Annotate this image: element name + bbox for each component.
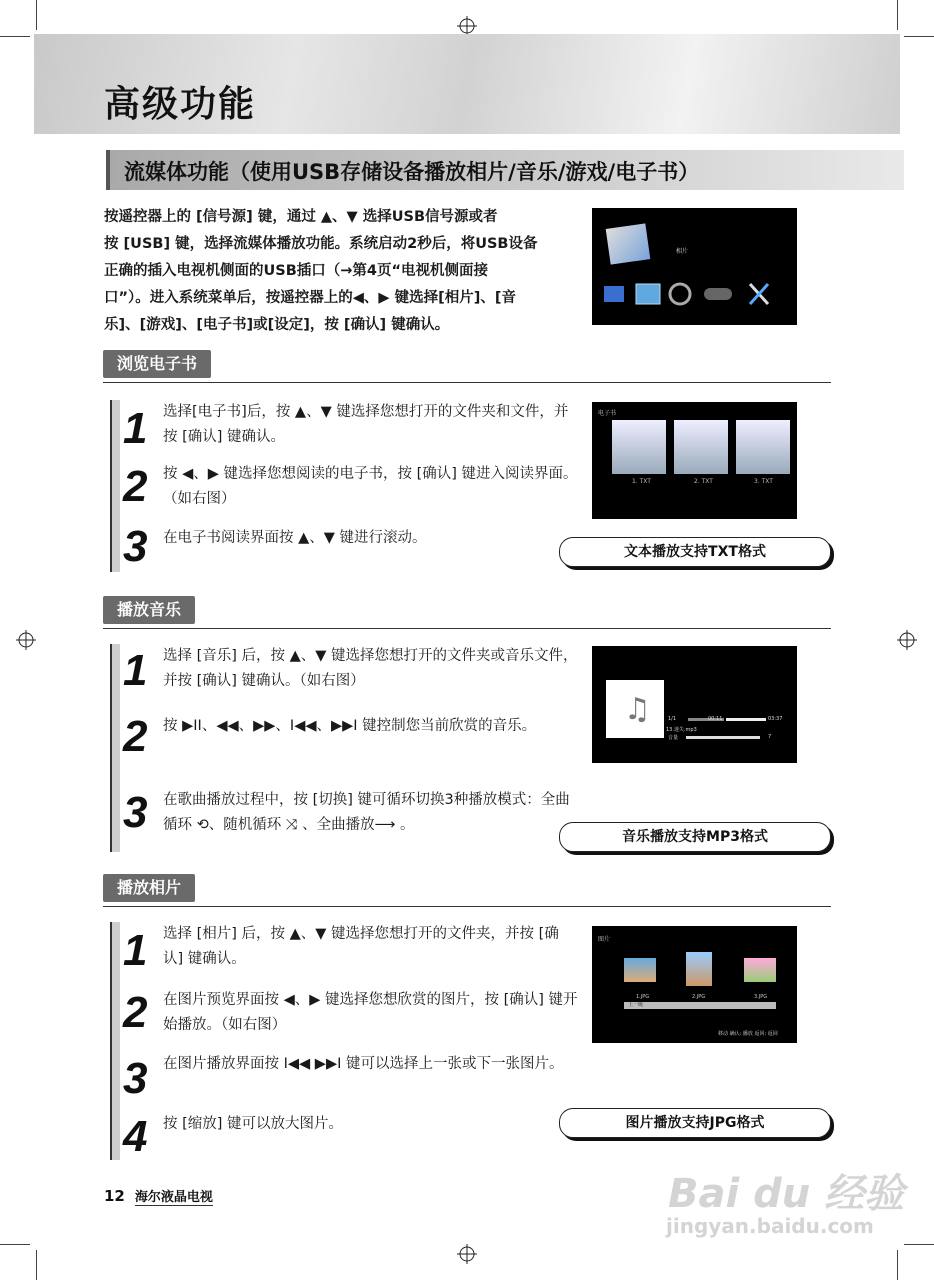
step-text: 在电子书阅读界面按 ▲、▼ 键进行滚动。	[163, 530, 427, 546]
step-text: 选择 [相片] 后，按 ▲、▼ 键选择您想打开的文件夹，并按 [确认] 键确认。	[163, 926, 559, 967]
intro-line: 正确的插入电视机侧面的USB插口（→第4页“电视机侧面接	[104, 263, 489, 279]
step-number: 3	[123, 1054, 148, 1103]
step-number: 1	[123, 926, 148, 975]
volume-label: 音量	[668, 735, 679, 741]
photo-screenshot	[592, 926, 797, 1043]
book-thumb	[612, 420, 666, 474]
photo-stack-icon	[606, 223, 651, 264]
file-name: 13.迷失.mp3	[666, 727, 697, 733]
step-text: 在图片预览界面按 ◀、▶ 键选择您想欣赏的图片，按 [确认] 键开始播放。（如右图）	[163, 992, 578, 1033]
step-number: 3	[123, 788, 148, 837]
intro-paragraph	[104, 204, 574, 339]
crop-mark	[36, 1250, 37, 1280]
watermark-url: jingyan.baidu.com	[666, 1214, 874, 1238]
step-number: 2	[123, 462, 148, 511]
page-title: 高级功能	[104, 84, 257, 125]
file-label: 3. TXT	[754, 478, 773, 485]
divider	[103, 382, 831, 383]
photo-thumb	[744, 958, 776, 982]
crop-mark	[897, 0, 898, 30]
section-tag-ebook: 浏览电子书	[103, 350, 211, 378]
crop-mark	[897, 1250, 898, 1280]
registration-mark-icon	[457, 16, 477, 36]
section-heading	[106, 150, 904, 190]
step-number: 1	[123, 646, 148, 695]
intro-line: 口”）。进入系统菜单后，按遥控器上的◀、▶ 键选择[相片]、[音	[104, 290, 517, 306]
step-number: 3	[123, 522, 148, 571]
step-bar	[110, 400, 120, 572]
music-note-icon: ♫	[606, 680, 664, 738]
file-label: 2.JPG	[692, 994, 706, 1000]
time-now: 00:11	[708, 716, 723, 722]
step-number: 2	[123, 712, 148, 761]
intro-line: 乐]、[游戏]、[电子书]或[设定]，按 [确认] 键确认。	[104, 317, 450, 333]
step-bar	[110, 922, 120, 1160]
file-label: 3.JPG	[754, 994, 768, 1000]
progress-track	[726, 718, 766, 721]
music-screenshot	[592, 646, 797, 763]
crop-mark	[36, 0, 37, 30]
crop-mark	[0, 1244, 30, 1245]
volume-value: 7	[768, 734, 772, 740]
format-note-jpg: 图片播放支持JPG格式	[559, 1108, 831, 1138]
publication-name: 海尔液晶电视	[134, 1190, 213, 1205]
step-text: 在图片播放界面按 I◀◀ ▶▶I 键可以选择上一张或下一张图片。	[163, 1056, 564, 1072]
screen-title: 电子书	[598, 410, 617, 417]
divider	[103, 906, 831, 907]
file-label: 1. TXT	[632, 478, 651, 485]
section-tag-photo: 播放相片	[103, 874, 195, 902]
step-bar	[110, 644, 120, 852]
footer	[104, 1186, 213, 1205]
photo-thumb	[686, 952, 712, 986]
section-title: 流媒体功能（使用USB存储设备播放相片/音乐/游戏/电子书）	[124, 160, 700, 184]
menu-screenshot	[592, 208, 797, 325]
book-thumb	[736, 420, 790, 474]
crop-mark	[904, 1244, 934, 1245]
step-text: 在歌曲播放过程中，按 [切换] 键可循环切换3种播放模式：全曲循环 ⟲、随机循环 ⤨ 、全曲播放⟶ 。	[163, 792, 570, 833]
crop-mark	[0, 36, 30, 37]
ebook-screenshot	[592, 402, 797, 519]
menu-label: 相片	[676, 248, 689, 255]
step-number: 1	[123, 404, 148, 453]
folder-bar: 上一级	[624, 1002, 776, 1009]
screen-title: 图片	[598, 936, 611, 943]
format-note-mp3: 音乐播放支持MP3格式	[559, 822, 831, 852]
page-number: 12	[104, 1187, 125, 1205]
step-text: 按 ◀、▶ 键选择您想阅读的电子书，按 [确认] 键进入阅读界面。（如右图）	[163, 466, 578, 507]
volume-bar	[686, 736, 760, 739]
menu-icons	[602, 280, 792, 308]
track-count: 1/1	[668, 716, 677, 722]
intro-line: 按 [USB] 键，选择流媒体播放功能。系统启动2秒后，将USB设备	[104, 236, 538, 252]
watermark-logo: Bai du 经验	[668, 1171, 905, 1217]
photo-thumb	[624, 958, 656, 982]
divider	[103, 628, 831, 629]
section-tag-music: 播放音乐	[103, 596, 195, 624]
step-text: 选择[电子书]后，按 ▲、▼ 键选择您想打开的文件夹和文件，并按 [确认] 键确认。	[163, 404, 569, 445]
crop-mark	[904, 36, 934, 37]
step-number: 2	[123, 988, 148, 1037]
step-text: 按 [缩放] 键可以放大图片。	[163, 1116, 344, 1132]
time-total: 03:37	[768, 716, 783, 722]
step-number: 4	[123, 1112, 148, 1161]
book-thumb	[674, 420, 728, 474]
registration-mark-icon	[457, 1244, 477, 1264]
step-text: 选择 [音乐] 后，按 ▲、▼ 键选择您想打开的文件夹或音乐文件，并按 [确认] 键确认。（如右图）	[163, 648, 578, 689]
file-label: 2. TXT	[694, 478, 713, 485]
registration-mark-icon	[897, 630, 917, 650]
hint-bar: 移动 确认: 播放 返回: 返回	[718, 1031, 778, 1037]
format-note-txt: 文本播放支持TXT格式	[559, 537, 831, 567]
intro-line: 按遥控器上的 [信号源] 键，通过 ▲、▼ 选择USB信号源或者	[104, 209, 498, 225]
file-label: 1.JPG	[636, 994, 650, 1000]
registration-mark-icon	[16, 630, 36, 650]
step-text: 按 ▶II、◀◀、▶▶、I◀◀、▶▶I 键控制您当前欣赏的音乐。	[163, 718, 537, 734]
